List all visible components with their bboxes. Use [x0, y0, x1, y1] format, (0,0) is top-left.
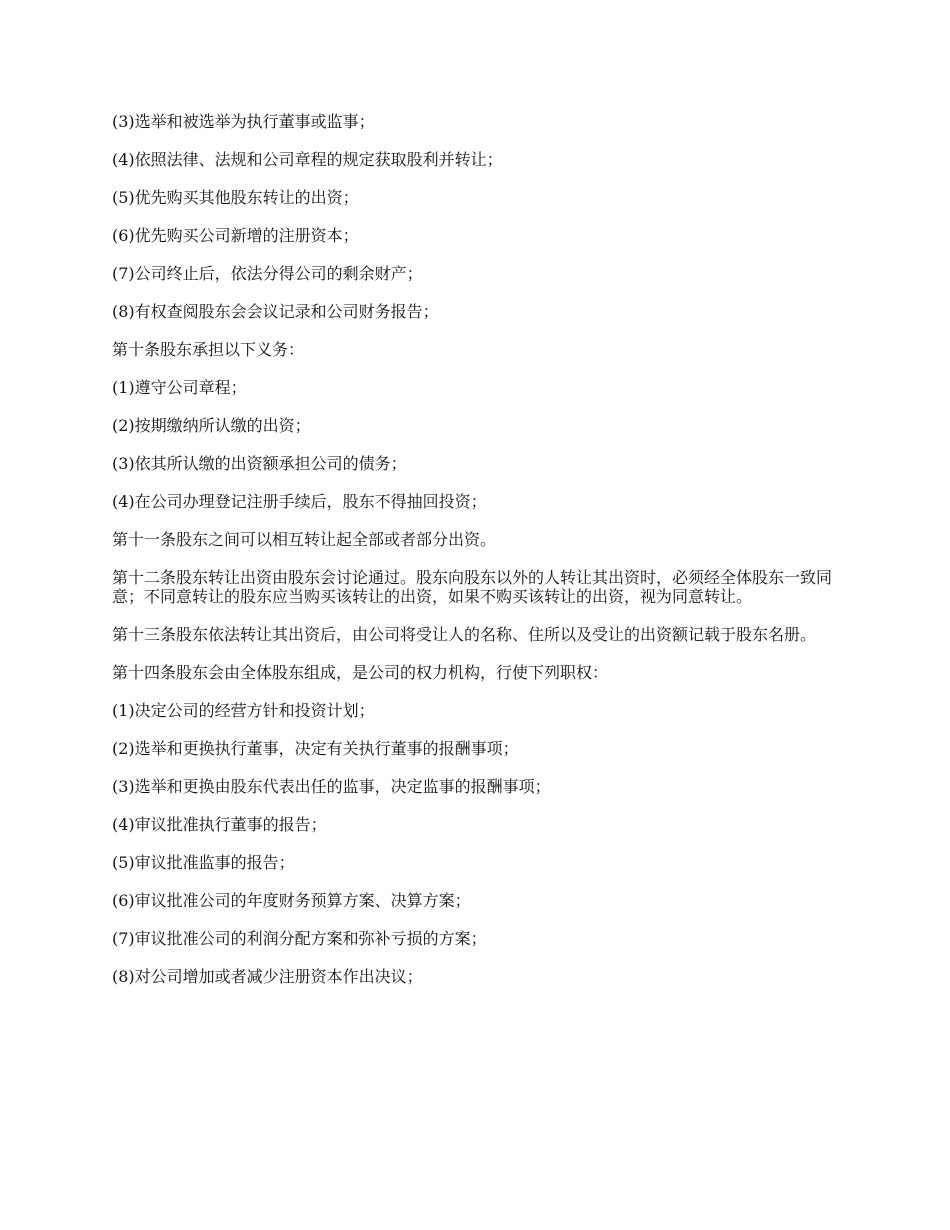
- paragraph: (4)在公司办理登记注册手续后，股东不得抽回投资；: [112, 492, 487, 511]
- article-heading: 第十四条股东会由全体股东组成，是公司的权力机构，行使下列职权：: [112, 663, 609, 682]
- paragraph: (3)选举和更换由股东代表出任的监事，决定监事的报酬事项；: [112, 777, 551, 796]
- paragraph: (6)审议批准公司的年度财务预算方案、决算方案；: [112, 891, 471, 910]
- paragraph: (5)优先购买其他股东转让的出资；: [112, 188, 359, 207]
- paragraph: (7)公司终止后，依法分得公司的剩余财产；: [112, 264, 423, 283]
- paragraph: (2)按期缴纳所认缴的出资；: [112, 416, 311, 435]
- article-heading: 第十条股东承担以下义务：: [112, 340, 305, 359]
- paragraph: (7)审议批准公司的利润分配方案和弥补亏损的方案；: [112, 929, 487, 948]
- paragraph: (3)选举和被选举为执行董事或监事；: [112, 112, 375, 131]
- article-paragraph: 第十三条股东依法转让其出资后，由公司将受让人的名称、住所以及受让的出资额记载于股东名册。: [112, 625, 817, 644]
- paragraph: (2)选举和更换执行董事，决定有关执行董事的报酬事项；: [112, 739, 519, 758]
- paragraph: (5)审议批准监事的报告；: [112, 853, 295, 872]
- paragraph: (1)遵守公司章程；: [112, 378, 247, 397]
- article-paragraph: 第十一条股东之间可以相互转让起全部或者部分出资。: [112, 530, 497, 549]
- paragraph: (8)对公司增加或者减少注册资本作出决议；: [112, 967, 423, 986]
- paragraph: (1)决定公司的经营方针和投资计划；: [112, 701, 375, 720]
- paragraph: (8)有权查阅股东会会议记录和公司财务报告；: [112, 302, 439, 321]
- paragraph: (3)依其所认缴的出资额承担公司的债务；: [112, 454, 407, 473]
- paragraph: (4)依照法律、法规和公司章程的规定获取股利并转让；: [112, 150, 503, 169]
- paragraph: (6)优先购买公司新增的注册资本；: [112, 226, 359, 245]
- article-paragraph: 第十二条股东转让出资由股东会讨论通过。股东向股东以外的人转让其出资时，必须经全体股东一致同意；不同意转让的股东应当购买该转让的出资，如果不购买该转让的出资，视为同意转让。: [112, 568, 833, 606]
- paragraph: (4)审议批准执行董事的报告；: [112, 815, 327, 834]
- document-page: [112, 112, 840, 1005]
